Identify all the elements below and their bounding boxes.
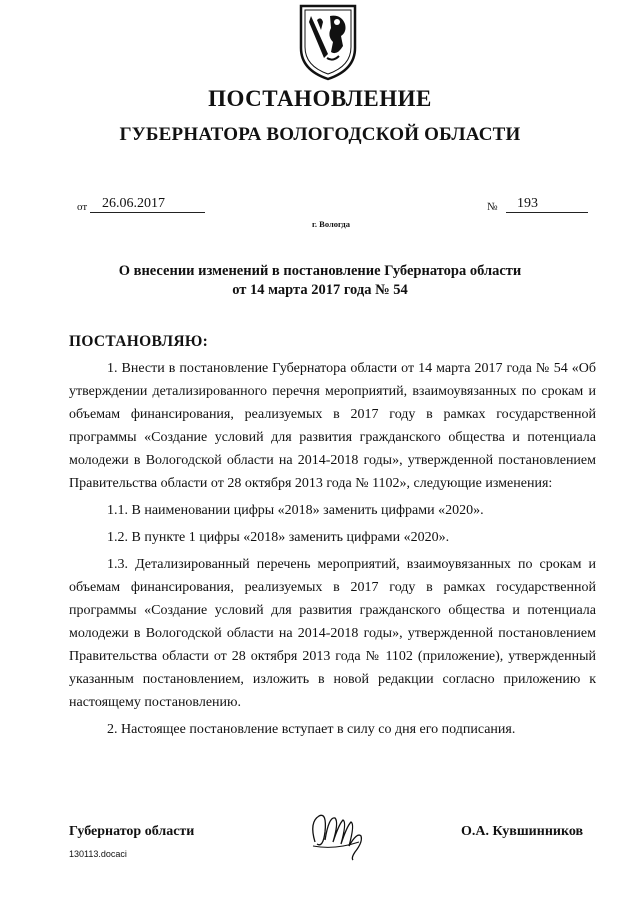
resolve-heading: ПОСТАНОВЛЯЮ: (69, 333, 209, 350)
document-date: 26.06.2017 (102, 196, 165, 211)
date-prefix: от (77, 201, 88, 213)
file-name: 130113.docaci (69, 849, 127, 859)
signer-name: О.А. Кувшинников (461, 824, 584, 839)
document-subject (0, 262, 640, 300)
coat-of-arms-icon (297, 2, 359, 82)
subject-line-1: О внесении изменений в постановление Губернатора области (118, 263, 522, 279)
number-prefix: № (487, 201, 498, 213)
date-number-row (0, 196, 640, 220)
document-number: 193 (517, 196, 538, 211)
signer-position: Губернатор области (69, 824, 195, 839)
paragraph-1-3: 1.3. Детализированный перечень мероприятий, взаимоувязанных по срокам и объемам финансирования, реализуемых в 2017 году в рамках государственной программы «Создание условий для развития гражданского общества и потенциала молодежи в Вологодской области на 2014-2018 годы», утвержденной постановлением Правительства области от 28 октября 2013 года № 1102 (приложение), утвержденный указанным постановлением, изложить в новой редакции согласно приложению к настоящему постановлению. (69, 557, 596, 710)
document-title: ПОСТАНОВЛЕНИЕ (208, 86, 432, 111)
handwritten-signature-icon (305, 802, 367, 862)
subject-line-2: от 14 марта 2017 года № 54 (232, 282, 408, 298)
paragraph-1-1: 1.1. В наименовании цифры «2018» заменить цифрами «2020». (107, 503, 484, 518)
city-label: г. Вологда (312, 219, 350, 229)
paragraph-1-2: 1.2. В пункте 1 цифры «2018» заменить цифрами «2020». (107, 530, 450, 545)
number-underline (506, 212, 588, 213)
date-underline (90, 212, 205, 213)
document-subtitle: ГУБЕРНАТОРА ВОЛОГОДСКОЙ ОБЛАСТИ (119, 124, 521, 145)
document-body (69, 357, 596, 741)
paragraph-2: 2. Настоящее постановление вступает в силу со дня его подписания. (107, 722, 516, 737)
paragraph-1: 1. Внести в постановление Губернатора области от 14 марта 2017 года № 54 «Об утверждении детализированного перечня мероприятий, взаимоувязанных по срокам и объемам финансирования, реализуемых в 2017 году в рамках государственной программы «Создание условий для развития гражданского общества и потенциала молодежи в Вологодской области на 2014-2018 годы», утвержденной постановлением Правительства области от 28 октября 2013 года № 1102», следующие изменения: (69, 361, 596, 491)
